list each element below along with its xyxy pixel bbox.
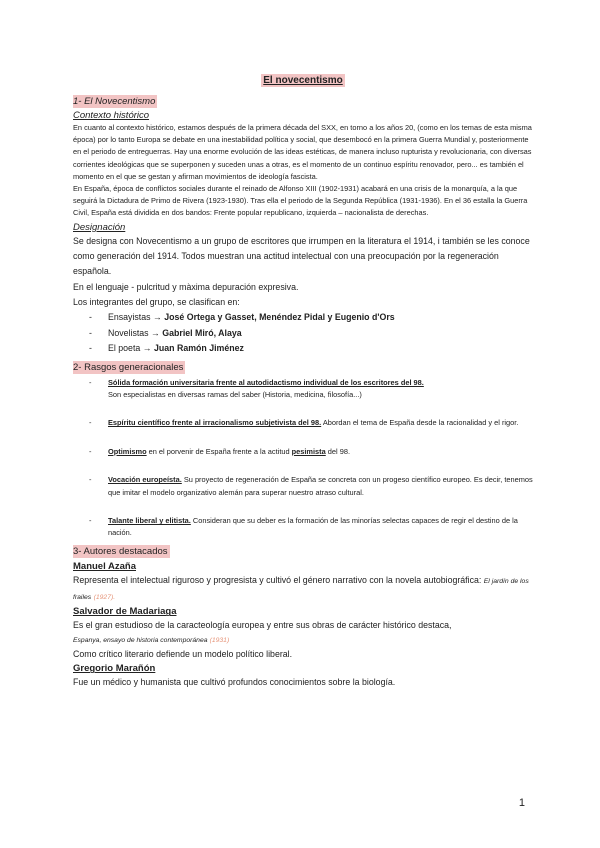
group-label: El poeta → [108,343,152,354]
page-number: 1 [518,797,525,809]
title-wrapper [73,70,533,88]
designation-paragraph-2: En el lenguaje - pulcritud y màxima depuración expresiva. [73,281,299,292]
madariaga-description: Es el gran estudioso de la caracteología europea y entre sus obras de carácter histórico destaca, [73,620,452,631]
trait-key: Vocación europeísta. [108,475,182,485]
list-item: - Novelistas → Gabriel Miró, Alaya [89,327,242,338]
traits-list [73,377,533,540]
azana-description: Representa el intelectual riguroso y progresista y cultivó el género narrativo con la novela autobiográfica: [73,574,484,585]
trait-key-2: pesimista [291,446,326,456]
trait-text: en el porvenir de España frente a la actitud [146,446,292,456]
document-page [73,70,533,691]
context-heading: Contexto histórico [73,110,150,121]
trait-item: - Sólida formación universitaria frente al autodidactismo individual de los escritores del 98. Son especialistas en diversas ramas del saber (Historia, medicina, filosofía...) [89,377,424,400]
author-azana-text [73,573,533,606]
madariaga-year: (1931) [209,636,230,644]
designation-paragraph-1: Se designa con Novecentismo a un grupo de escritores que irrumpen en la literatura el 1914, i también se les conoce como generación del 1914. Todos muestran una actitud intelectual con una preocupación por la regeneración española. [73,235,530,277]
madariaga-work: Espanya, ensayo de historia contemporánea [73,636,208,644]
trait-text: Abordan el tema de España desde la racionalidad y el rigor. [321,418,519,428]
group-names: José Ortega y Gasset, Menéndez Pidal y Eugenio d'Ors [164,312,395,323]
trait-key: Sólida formación universitaria frente al autodidactismo individual de los escritores del 98. [108,377,424,387]
designation-paragraph-3: Los integrantes del grupo, se clasifican en: [73,296,240,307]
trait-text-end: del 98. [325,446,350,456]
trait-key: Espíritu científico frente al irracionalismo subjetivista del 98. [108,418,322,428]
trait-item: - Optimismo en el porvenir de España frente a la actitud pesimista del 98. [89,446,350,456]
group-names: Gabriel Miró, Alaya [162,327,242,338]
author-azana: Manuel Azaña [73,560,136,572]
trait-text: Son especialistas en diversas ramas del saber (Historia, medicina, filosofía...) [108,390,362,400]
group-label: Novelistas → [108,327,160,338]
context-paragraph-1: En cuanto al contexto histórico, estamos después de la primera década del SXX, en torno a los años 20, (como en los temas de esta misma época) por lo tanto Europa se debate en una inestabilidad política y social, que desembocó en la primera Guerra Mundial y, posteriormente en el periodo de entreguerras. Hay una enorme evolución de las ideas estéticas, de manera incluso rupturista y revolucionaria, con diversas corrientes ideológicas que se superponen y suceden unas a otras, es el momento de un continuo espíritu renovador, pero... es también el momento en el que se gestan y afirman movimientos de ideología fascista. [73,123,532,181]
group-list [73,310,533,357]
list-item: - Ensayistas → José Ortega y Gasset, Menéndez Pidal y Eugenio d'Ors [89,312,395,323]
trait-item: - Talante liberal y elitista. Consideran que su deber es la formación de las minorías selectas capaces de regir el destino de la nación. [89,516,518,538]
maranon-description: Fue un médico y humanista que cultivó profundos conocimientos sobre la biología. [73,677,396,688]
context-paragraph-2: En España, época de conflictos sociales durante el reinado de Alfonso XIII (1902-1931) acabará en una crisis de la monarquía, a la que seguirá la Dictadura de Primo de Rivera (1923-1930). Tras ella el periodo de la Segunda República (1931-1936). En el 36 estalla la Guerra Civil, España está dividida en dos bandos: Frente popular republicano, izquierda – nacionalista de derechas. [73,184,528,218]
document-title: El novecentismo [263,75,343,86]
trait-key: Optimismo [108,446,147,456]
group-names: Juan Ramón Jiménez [153,343,244,354]
group-label: Ensayistas → [108,312,162,323]
trait-item: - Vocación europeísta. Su proyecto de regeneración de España se concreta con un progeso científico europeo. Es decir, tenemos que imitar el modelo organizativo alemán para superar nuestro atraso cultural. [89,475,533,497]
author-maranon: Gregorio Marañón [73,663,156,675]
list-item: - El poeta → Juan Ramón Jiménez [89,343,244,354]
trait-text: Su proyecto de regeneración de España se concreta con un progeso científico europeo. Es decir, tenemos que imitar el modelo organizativo alemán para superar nuestro atraso cultural. [108,475,533,497]
azana-work: El jardín de los frailes [73,577,529,602]
trait-key: Talante liberal y elitista. [108,516,191,526]
trait-item: - Espíritu científico frente al irracionalismo subjetivista del 98. Abordan el tema de España desde la racionalidad y el rigor. [89,418,519,428]
section-2-heading: 2- Rasgos generacionales [73,361,184,373]
section-1-heading: 1- El Novecentismo [73,96,156,107]
designation-heading: Designación [73,221,126,233]
trait-text: Consideran que su deber es la formación de las minorías selectas capaces de regir el destino de la nación. [108,516,518,538]
madariaga-description-2: Como crítico literario defiende un modelo político liberal. [73,648,293,659]
azana-year: (1927). [93,594,116,602]
madariaga-work-line [73,634,533,647]
section-3-heading: 3- Autores destacados [73,545,168,557]
author-madariaga: Salvador de Madariaga [73,606,177,618]
